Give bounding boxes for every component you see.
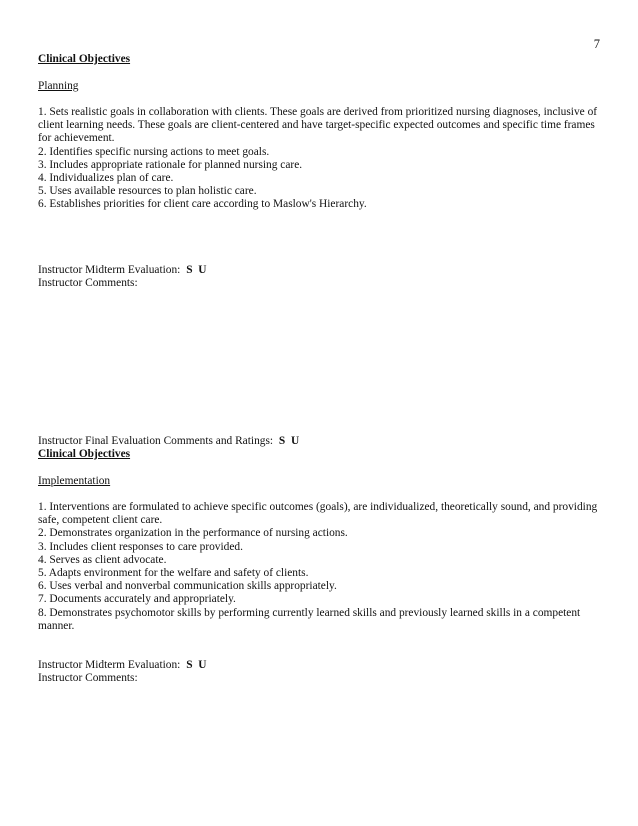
objective-item: 3. Includes appropriate rationale for planned nursing care. xyxy=(38,158,303,171)
midterm-ratings: S U xyxy=(186,659,207,671)
objective-item: 4. Serves as client advocate. xyxy=(38,553,167,566)
section-heading: Clinical Objectives xyxy=(38,448,131,460)
objective-item: 4. Individualizes plan of care. xyxy=(38,172,174,185)
planning-final-evaluation xyxy=(38,435,600,448)
midterm-ratings: S U xyxy=(186,264,207,276)
instructor-comments-label: Instructor Comments: xyxy=(38,672,138,685)
objective-item: 2. Identifies specific nursing actions to meet goals. xyxy=(38,145,270,158)
planning-subtitle-block xyxy=(38,80,600,93)
page-number: 7 xyxy=(593,37,600,51)
objective-item: 8. Demonstrates psychomotor skills by performing currently learned skills and previously learned skills in a competent manner. xyxy=(38,606,581,632)
section-heading: Clinical Objectives xyxy=(38,53,131,65)
objective-item: 1. Sets realistic goals in collaboration with clients. These goals are derived from prioritized nursing diagnoses, inclusive of client learning needs. These goals are client-centered and have target-specific expected outcomes and specific time frames for achievement. xyxy=(38,106,598,145)
implementation-objectives-list xyxy=(38,501,600,633)
final-evaluation-label: Instructor Final Evaluation Comments and Ratings: xyxy=(38,435,274,447)
objective-item: 2. Demonstrates organization in the performance of nursing actions. xyxy=(38,527,348,540)
planning-section-title xyxy=(38,53,600,66)
objective-item: 6. Establishes priorities for client care according to Maslow's Hierarchy. xyxy=(38,198,367,211)
implementation-subtitle-block xyxy=(38,475,600,488)
instructor-comments-label: Instructor Comments: xyxy=(38,277,138,290)
objective-item: 3. Includes client responses to care provided. xyxy=(38,540,243,553)
implementation-section-title xyxy=(38,448,600,461)
section-subtitle: Implementation xyxy=(38,475,111,487)
objective-item: 5. Adapts environment for the welfare and safety of clients. xyxy=(38,567,309,580)
final-ratings: S U xyxy=(278,435,300,447)
implementation-midterm-evaluation xyxy=(38,659,600,685)
section-subtitle: Planning xyxy=(38,80,79,92)
objective-item: 7. Documents accurately and appropriately. xyxy=(38,593,236,606)
planning-midterm-evaluation xyxy=(38,264,600,290)
midterm-evaluation-label: Instructor Midterm Evaluation: xyxy=(38,659,181,671)
planning-objectives-list xyxy=(38,106,600,212)
objective-item: 6. Uses verbal and nonverbal communication skills appropriately. xyxy=(38,580,337,593)
objective-item: 1. Interventions are formulated to achieve specific outcomes (goals), are individualized, theoretically sound, and providing safe, competent client care. xyxy=(38,501,598,527)
midterm-evaluation-label: Instructor Midterm Evaluation: xyxy=(38,264,181,276)
objective-item: 5. Uses available resources to plan holistic care. xyxy=(38,185,257,198)
